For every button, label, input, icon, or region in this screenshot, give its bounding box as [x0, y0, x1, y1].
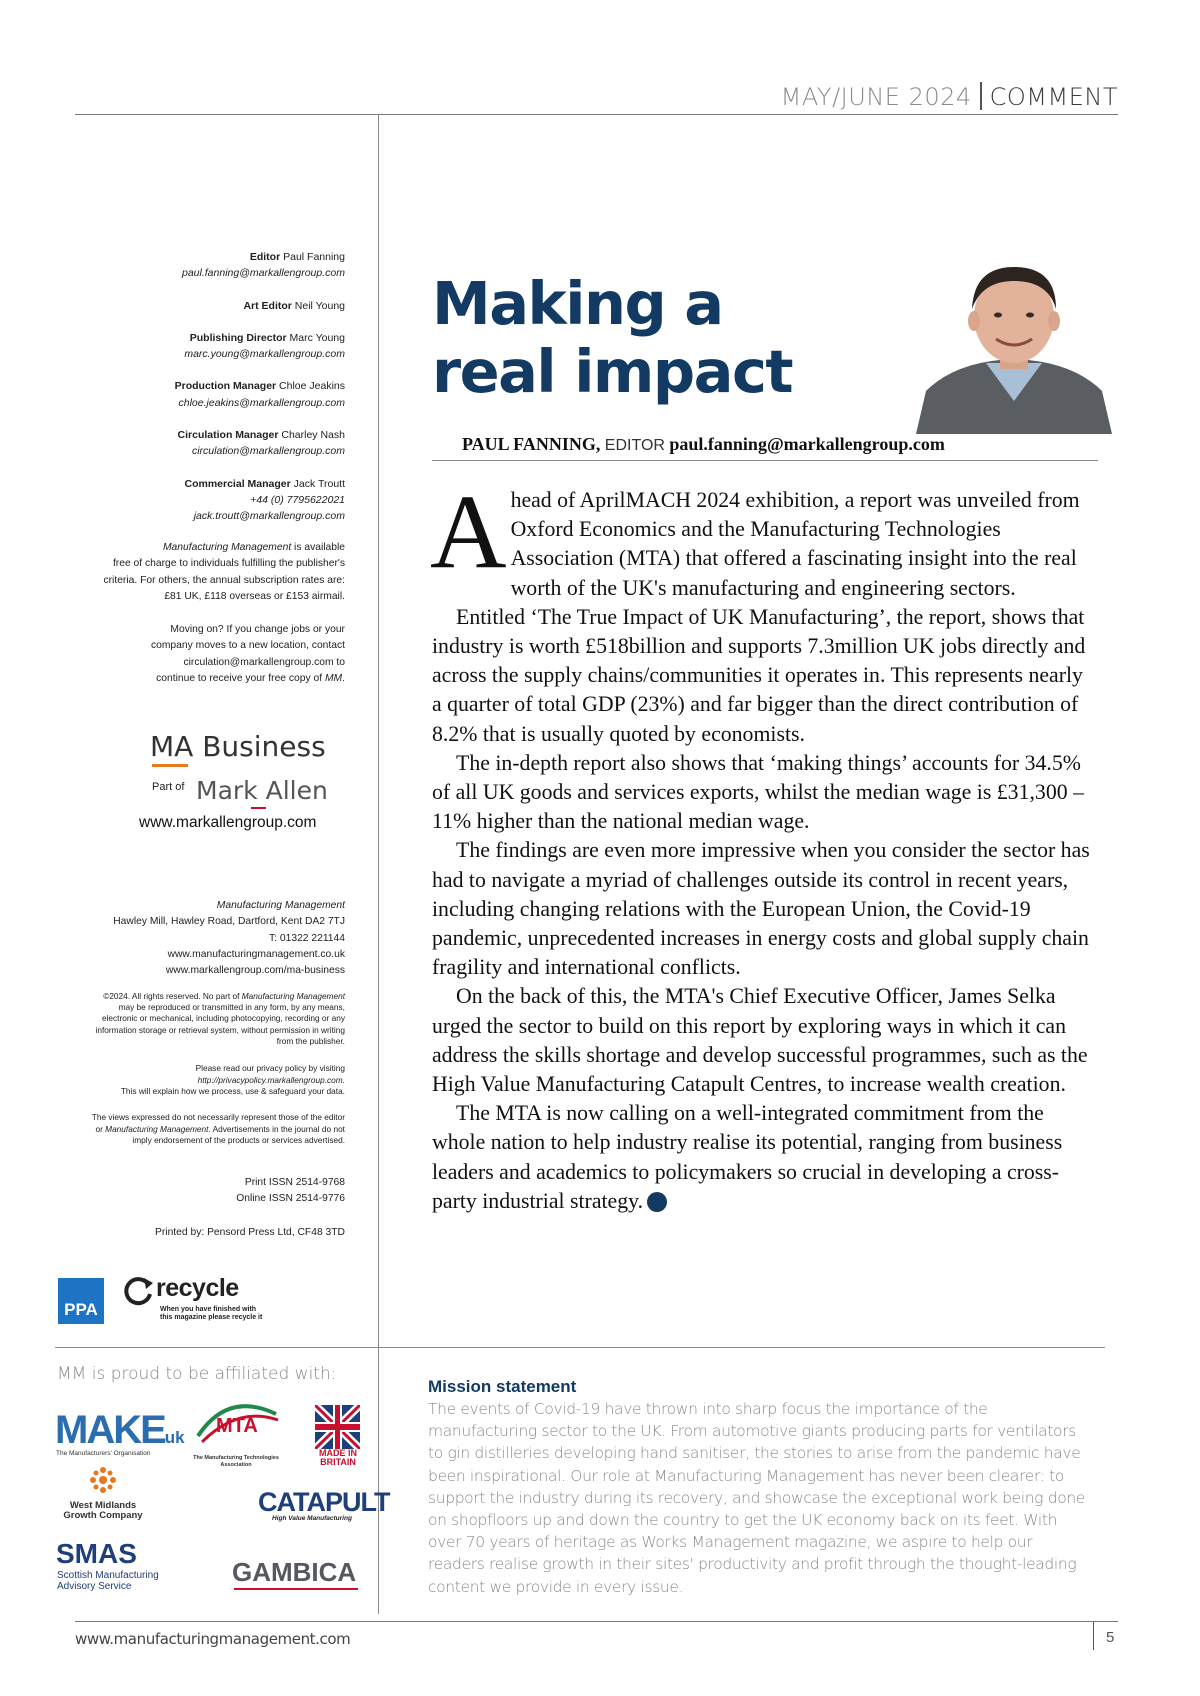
ppa-logo: PPA [58, 1278, 104, 1324]
views-disclaimer [45, 1112, 345, 1147]
subscription-line: criteria. For others, the annual subscription rates are: [103, 574, 345, 586]
mta-logo [188, 1396, 283, 1456]
make-uk-logo [55, 1408, 185, 1453]
address-name: Manufacturing Management [216, 900, 345, 911]
subscription-note [45, 540, 345, 605]
catapult-logo: CATAPULT [258, 1487, 390, 1517]
made-in-britain-icon [315, 1405, 360, 1449]
staff-entry [55, 476, 345, 525]
moving-email[interactable]: circulation@markallengroup.com to [183, 656, 345, 668]
staff-contact[interactable]: +44 (0) 7795622021 [250, 493, 345, 506]
recycle-note-line: When you have finished with [160, 1306, 257, 1313]
staff-role-line [55, 249, 345, 265]
title-line: real impact [432, 337, 793, 406]
west-midlands-icon [88, 1465, 118, 1495]
byline [462, 434, 945, 455]
mta-text: MTA [216, 1415, 258, 1437]
ma-logo-accent [152, 764, 188, 767]
markallen-url[interactable]: www.markallengroup.com [139, 814, 317, 831]
privacy-link[interactable]: http://privacypolicy.markallengroup.com. [197, 1074, 345, 1085]
mta-tagline: The Manufacturing Technologies Association [193, 1455, 279, 1468]
author-name: PAUL FANNING, [462, 434, 601, 454]
staff-name: Jack Troutt [293, 477, 345, 490]
subscription-mag-name: Manufacturing Management [162, 542, 292, 553]
copyright-notice [45, 991, 345, 1047]
copyright-text: from the publisher. [276, 1035, 345, 1046]
views-mag: Manufacturing Management [105, 1123, 209, 1134]
issn-online: Online ISSN 2514-9776 [236, 1193, 345, 1204]
views-text: The views expressed do not necessarily represent those of the editor [91, 1112, 345, 1122]
issn-print: Print ISSN 2514-9768 [244, 1177, 345, 1188]
staff-contact[interactable]: paul.fanning@markallengroup.com [181, 267, 345, 280]
header-divider [980, 82, 982, 110]
staff-role: Production Manager [174, 380, 277, 393]
make-uk-text: MAKE [55, 1408, 165, 1452]
moving-text: . [342, 672, 345, 684]
end-mark-icon: M [647, 1192, 667, 1212]
staff-contact[interactable]: chloe.jeakins@markallengroup.com [178, 396, 345, 409]
staff-name: Marc Young [289, 331, 345, 344]
staff-entry [55, 330, 345, 363]
article-paragraph [432, 1099, 1092, 1216]
staff-role-line [55, 330, 345, 346]
moving-line: company moves to a new location, contact [150, 640, 345, 652]
address-block [45, 898, 345, 979]
smas-tagline [57, 1570, 159, 1592]
copyright-text: information storage or retrieval system, without permission in writing [95, 1024, 345, 1035]
printer-credit: Printed by: Pensord Press Ltd, CF48 3TD [154, 1227, 345, 1238]
catapult-tagline: High Value Manufacturing [272, 1515, 352, 1522]
staff-list [55, 249, 345, 541]
privacy-notice [45, 1063, 345, 1098]
views-text: . Advertisements in the journal do not [208, 1123, 345, 1134]
author-email[interactable]: paul.fanning@markallengroup.com [669, 434, 945, 454]
staff-entry [55, 427, 345, 460]
column-divider [378, 114, 379, 1614]
staff-contact[interactable]: marc.young@markallengroup.com [184, 348, 345, 361]
mission-title: Mission statement [428, 1377, 577, 1396]
ma-business-logo: MA Business [150, 730, 326, 763]
wm-line: Growth Company [63, 1510, 143, 1521]
page-header [781, 82, 1118, 111]
page-number: 5 [1106, 1629, 1115, 1646]
west-midlands-logo [60, 1501, 146, 1521]
staff-entry [55, 298, 345, 314]
address-phone: T: 01322 221144 [269, 932, 345, 944]
staff-role: Circulation Manager [177, 429, 279, 442]
staff-role: Editor [249, 251, 281, 263]
staff-contact[interactable]: jack.troutt@markallengroup.com [193, 510, 345, 523]
footer-rule [75, 1621, 1118, 1622]
copyright-text: may be reproduced or transmitted in any form, by any means, [118, 1002, 345, 1013]
privacy-text: This will explain how we process, use & safeguard your data. [120, 1086, 345, 1096]
mark-allen-logo: Mark Allen [196, 776, 328, 805]
gambica-accent [234, 1588, 358, 1590]
staff-entry [55, 378, 345, 411]
copyright-text: electronic or mechanical, including photocopying, recording or any [101, 1013, 345, 1024]
recycle-icon [122, 1274, 156, 1308]
staff-role: Commercial Manager [184, 477, 291, 490]
address-street: Hawley Mill, Hawley Road, Dartford, Kent DA2 7TJ [113, 916, 345, 928]
privacy-text: Please read our privacy policy by visiting [195, 1063, 345, 1073]
article-title [432, 270, 792, 406]
article-paragraph: The findings are even more impressive when you consider the sector has had to navigate a myriad of challenges outside its control in recent years, including changing relations with the European Union, the Covid-19 pandemic, unprecedented increases in energy costs and global supply chain fragility and international conflicts. [432, 838, 1090, 980]
staff-name: Paul Fanning [283, 251, 345, 263]
recycle-logo-text: recycle [156, 1274, 239, 1302]
moving-line: Moving on? If you change jobs or your [170, 624, 345, 635]
subscription-rates: £81 UK, £118 overseas or £153 airmail. [164, 590, 345, 602]
views-text: imply endorsement of the products or services advertised. [132, 1135, 345, 1145]
staff-role: Publishing Director [189, 331, 287, 344]
moving-text: continue to receive your free copy of [156, 672, 325, 684]
staff-name: Chloe Jeakins [279, 380, 345, 393]
staff-name: Neil Young [294, 299, 345, 312]
top-rule [75, 114, 1118, 115]
recycle-note-line: this magazine please recycle it [160, 1314, 263, 1321]
author-role: EDITOR [600, 437, 670, 454]
mission-body: The events of Covid-19 have thrown into sharp focus the importance of the manufacturing sector to the UK. From automotive giants producing parts for ventilators to gin distilleries developing hand sanitiser, the stories to arise from the pandemic have been inspirational. Our role at Manufacturing Management has never been clearer: to support the industry during its recovery, and showcase the exceptional work being done on shopfloors up and down the country to get the UK economy back on its feet. With over 70 years of heritage as Works Management magazine, we aspire to help our readers realise growth in their sites' productivity and profit through the thought-leading content we provide in every issue. [428, 1400, 1085, 1596]
article-paragraph: On the back of this, the MTA's Chief Executive Officer, James Selka urged the sector to build on this report by exploring ways in which it can address the skills shortage and develop successful programmes, such as the High Value Manufacturing Catapult Centres, to increase wealth creation. [432, 984, 1088, 1097]
affiliations-heading: MM is proud to be affiliated with: [57, 1364, 337, 1384]
section-rule [55, 1347, 1105, 1348]
byline-rule [432, 460, 1098, 461]
title-line: Making a [432, 269, 723, 338]
section-label: COMMENT [989, 83, 1118, 111]
moving-mm: MM [324, 672, 343, 684]
mib-line: BRITAIN [320, 1457, 356, 1467]
make-uk-suffix: uk [164, 1428, 185, 1447]
staff-role-line [55, 427, 345, 443]
smas-line: Advisory Service [57, 1581, 132, 1592]
footer-divider [1093, 1622, 1094, 1650]
paragraph-text: The MTA is now calling on a well-integrated commitment from the whole nation to help industry realise its potential, ranging from business leaders and academics to policymakers so crucial in developing a cross-party industrial strategy. [432, 1101, 1063, 1213]
copyright-text: ©2024. All rights reserved. No part of [103, 991, 242, 1001]
article-paragraph: Entitled ‘The True Impact of UK Manufacturing’, the report, shows that industry is worth £518billion and supports 7.3million UK jobs directly and across the supply chains/communities it operates in. This represents nearly a quarter of total GDP (23%) and far bigger than the direct contribution of 8.2% that is usually quoted by economists. [432, 604, 1086, 746]
mark-allen-accent [251, 807, 266, 809]
mib-line: MADE IN [319, 1448, 357, 1458]
editor-photo [916, 251, 1112, 434]
staff-role: Art Editor [243, 299, 292, 312]
staff-contact[interactable]: circulation@markallengroup.com [191, 445, 345, 458]
article-paragraph: The in-depth report also shows that ‘making things’ accounts for 34.5% of all UK goods and services exports, whilst the median wage is £31,300 – 11% higher than the national median wage. [432, 750, 1084, 834]
views-text: or [95, 1123, 106, 1134]
staff-role-line [55, 298, 345, 314]
make-uk-tagline: The Manufacturers' Organisation [56, 1450, 151, 1457]
recycle-note [160, 1306, 262, 1322]
staff-entry [55, 249, 345, 282]
staff-role-line [55, 378, 345, 394]
staff-role-line [55, 476, 345, 492]
moving-note [45, 622, 345, 687]
issue-date: MAY/JUNE 2024 [780, 83, 972, 111]
staff-name: Charley Nash [281, 429, 345, 442]
copyright-mag: Manufacturing Management [241, 991, 345, 1001]
issn-block [45, 1175, 345, 1207]
smas-line: Scottish Manufacturing [57, 1570, 159, 1581]
address-web[interactable]: www.manufacturingmanagement.co.uk [167, 948, 345, 960]
moving-line [45, 671, 345, 687]
part-of-label: Part of [152, 781, 185, 793]
article-body [430, 473, 1092, 1216]
footer-url[interactable]: www.manufacturingmanagement.com [75, 1630, 351, 1648]
address-web[interactable]: www.markallengroup.com/ma-business [165, 965, 345, 977]
smas-logo: SMAS [56, 1538, 137, 1569]
drop-cap: A [430, 473, 507, 590]
subscription-text: is available [291, 542, 345, 553]
paragraph-text: head of AprilMACH 2024 exhibition, a report was unveiled from Oxford Economics and the Manufacturing Technologies Association (MTA) that offered a fascinating insight into the real worth of the UK's manufacturing and engineering sectors. [510, 488, 1080, 600]
article-paragraph [430, 473, 1092, 603]
gambica-logo: GAMBICA [232, 1557, 357, 1587]
made-in-britain-text [312, 1449, 364, 1467]
subscription-line: free of charge to individuals fulfilling the publisher's [112, 558, 345, 570]
wm-line: West Midlands [69, 1500, 137, 1511]
